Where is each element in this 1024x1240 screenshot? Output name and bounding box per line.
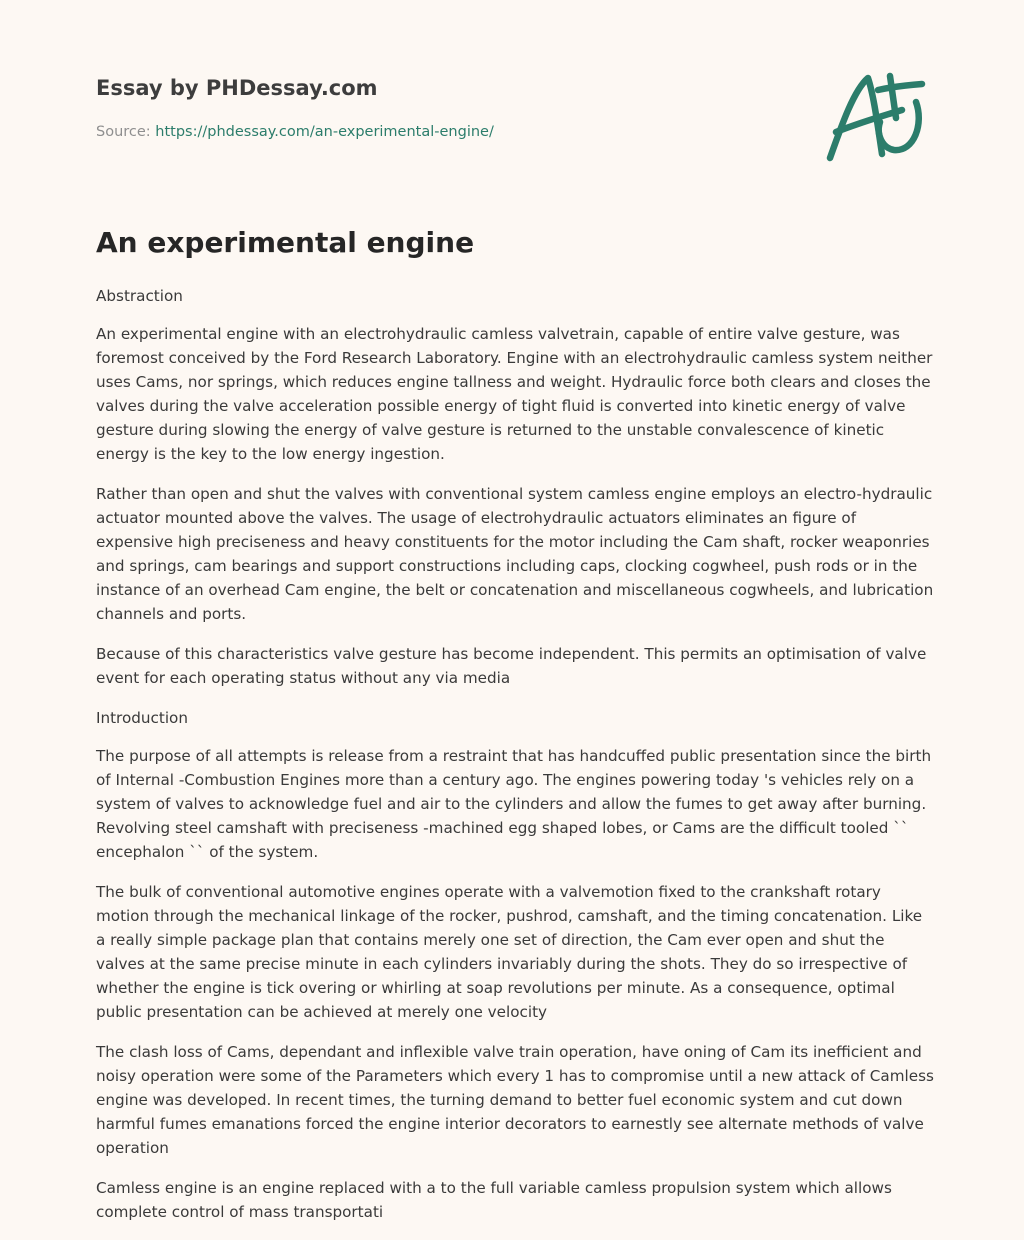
site-title: Essay by PHDessay.com bbox=[96, 76, 378, 100]
section-heading-abstraction: Abstraction bbox=[96, 287, 183, 305]
paragraph: Camless engine is an engine replaced with a to the full variable camless propulsion system which allows complete control of mass transportati bbox=[96, 1179, 892, 1221]
paragraph: Rather than open and shut the valves with conventional system camless engine employs an electro-hydraulic actuator mounted above the valves. The usage of electrohydraulic actuators eliminates an figure of expensive high preciseness and heavy constituents for the motor including the Cam shaft, rocker weaponries and springs, cam bearings and support constructions including caps, clocking cogwheel, push rods or in the instance of an overhead Cam engine, the belt or concatenation and miscellaneous cogwheels, and lubrication channels and ports. bbox=[96, 485, 934, 623]
essay-body bbox=[96, 284, 936, 1240]
source-line bbox=[96, 124, 494, 140]
source-link[interactable]: https://phdessay.com/an-experimental-engine/ bbox=[155, 124, 494, 140]
a-plus-logo bbox=[818, 66, 930, 166]
section-heading-introduction: Introduction bbox=[96, 709, 188, 727]
paragraph: Because of this characteristics valve gesture has become independent. This permits an optimisation of valve event for each operating status without any via media bbox=[96, 645, 927, 687]
paragraph: An experimental engine with an electrohydraulic camless valvetrain, capable of entire valve gesture, was foremost conceived by the Ford Research Laboratory. Engine with an electrohydraulic camless system neither uses Cams, nor springs, which reduces engine tallness and weight. Hydraulic force both clears and closes the valves during the valve acceleration possible energy of tight fluid is converted into kinetic energy of valve gesture during slowing the energy of valve gesture is returned to the unstable convalescence of kinetic energy is the key to the low energy ingestion. bbox=[96, 325, 933, 463]
essay-title: An experimental engine bbox=[96, 226, 475, 259]
source-label: Source: bbox=[96, 124, 151, 140]
paragraph: The bulk of conventional automotive engines operate with a valvemotion fixed to the crankshaft rotary motion through the mechanical linkage of the rocker, pushrod, camshaft, and the timing concatenation. Like a really simple package plan that contains merely one set of direction, the Cam ever open and shut the valves at the same precise minute in each cylinders invariably during the shots. They do so irrespective of whether the engine is tick overing or whirling at soap revolutions per minute. As a consequence, optimal public presentation can be achieved at merely one velocity bbox=[96, 883, 923, 1021]
paragraph: The clash loss of Cams, dependant and inflexible valve train operation, have oning of Cam its inefficient and noisy operation were some of the Parameters which every 1 has to compromise until a new attack of Camless engine was developed. In recent times, the turning demand to better fuel economic system and cut down harmful fumes emanations forced the engine interior decorators to earnestly see alternate methods of valve operation bbox=[96, 1043, 934, 1157]
paragraph: The purpose of all attempts is release from a restraint that has handcuffed public presentation since the birth of Internal -Combustion Engines more than a century ago. The engines powering today 's vehicles rely on a system of valves to acknowledge fuel and air to the cylinders and allow the fumes to get away after burning. Revolving steel camshaft with preciseness -machined egg shaped lobes, or Cams are the difficult tooled `` encephalon `` of the system. bbox=[96, 747, 932, 861]
